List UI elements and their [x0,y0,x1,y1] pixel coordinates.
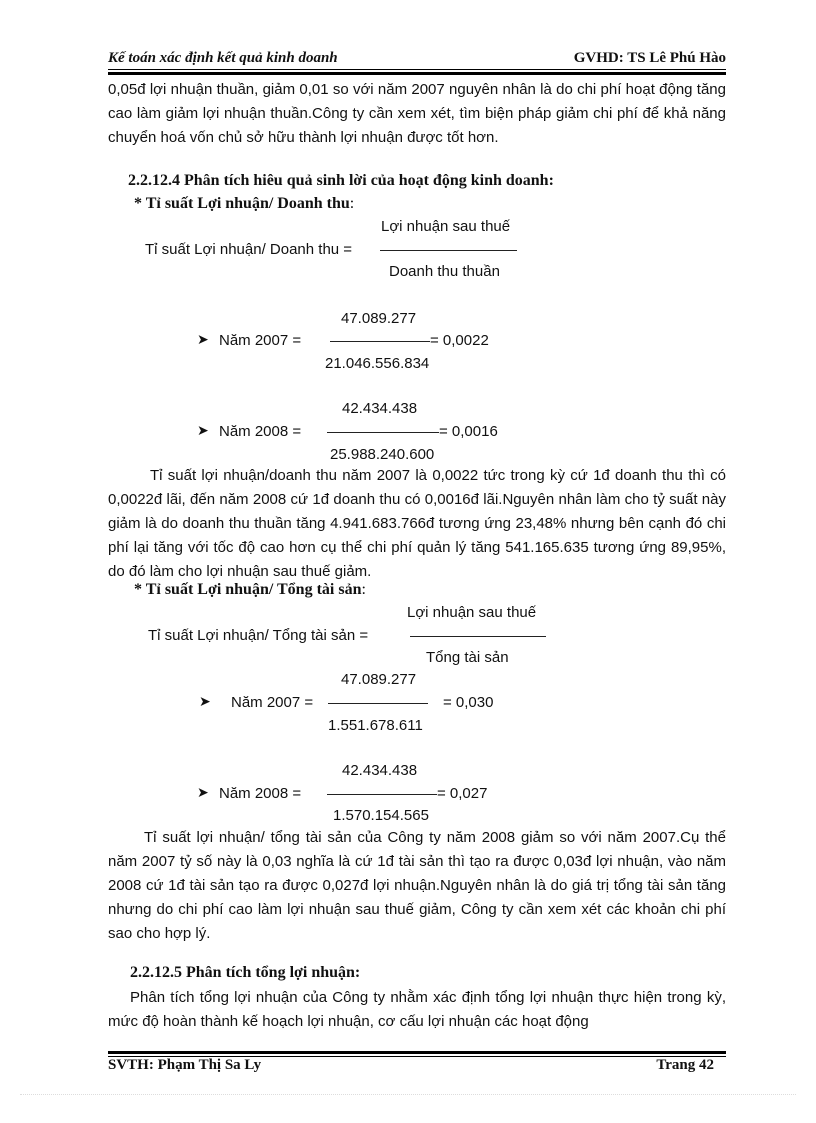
arrowhead-bullet-icon: ➤ [199,693,211,709]
formula-2-label: Tỉ suất Lợi nhuận/ Tổng tài sản = [148,627,369,644]
page-header [108,50,726,70]
formula-2-denominator: Tổng tài sản [426,649,509,666]
y2008-ratio1-label: Năm 2008 = [219,423,302,440]
header-title: Kế toán xác định kết quả kinh doanh [108,50,338,66]
footer-student: SVTH: Phạm Thị Sa Ly [108,1057,262,1073]
formula-2-fraction-bar [410,636,546,637]
y2008-ratio2-denominator: 1.570.154.565 [333,807,429,824]
header-rule-thin [108,69,726,70]
formula-2-numerator: Lợi nhuận sau thuế [407,604,537,621]
arrowhead-bullet-icon: ➤ [197,784,209,800]
y2007-ratio1-label: Năm 2007 = [219,332,302,349]
subheading-profit-revenue: * Tỉ suất Lợi nhuận/ Doanh thu: [134,195,355,212]
y2008-ratio1-numerator: 42.434.438 [342,400,418,417]
y2007-ratio2-denominator: 1.551.678.611 [328,717,423,734]
y2008-ratio1-denominator: 25.988.240.600 [330,446,435,463]
formula-1-fraction-bar [380,250,517,251]
formula-1-denominator: Doanh thu thuần [389,263,500,280]
header-rule-thick [108,72,726,75]
header-supervisor: GVHD: TS Lê Phú Hào [573,50,726,66]
analysis-profit-assets: Tỉ suất lợi nhuận/ tổng tài sản của Công ty năm 2008 giảm so với năm 2007.Cụ thể năm 2007 tỷ số này là 0,03 nghĩa là cứ 1đ tài sản thì tạo ra được 0,03đ lợi nhuận, vào năm 2008 cứ 1đ tài sản tạo ra được 0,027đ lợi nhuận.Nguyên nhân là do giá trị tổng tài sản tăng nhưng do chi phí cao làm lợi nhuận sau thuế giảm, Công ty cần xem xét các khoản chi phí sao cho hợp lý. [108,829,726,942]
y2008-ratio1-bar [327,432,439,433]
y2008-ratio2-numerator: 42.434.438 [342,762,418,779]
analysis-profit-revenue: Tỉ suất lợi nhuận/doanh thu năm 2007 là 0,0022 tức trong kỳ cứ 1đ doanh thu thì có 0,0022đ lãi, đến năm 2008 cứ 1đ doanh thu có 0,0016đ lãi.Nguyên nhân làm cho tỷ suất này giảm là do doanh thu thuần tăng 4.941.683.766đ tương ứng 23,48% nhưng bên cạnh đó chi phí lại tăng với tốc độ cao hơn cụ thể chi phí quản lý tăng 541.165.635 tương ứng 89,95%, do đó làm cho lợi nhuận sau thuế giảm. [108,467,726,580]
page-edge-divider [20,1094,796,1095]
y2007-ratio1-numerator: 47.089.277 [341,310,417,327]
footer-rule-thick [108,1051,726,1054]
y2008-ratio2-bar [327,794,437,795]
formula-1-numerator: Lợi nhuận sau thuế [381,218,511,235]
y2007-ratio2-bar [328,703,428,704]
arrowhead-bullet-icon: ➤ [197,331,209,347]
y2007-ratio2-label: Năm 2007 = [231,694,314,711]
y2008-ratio2-label: Năm 2008 = [219,785,302,802]
y2008-ratio1-result: = 0,0016 [439,423,498,440]
y2007-ratio1-denominator: 21.046.556.834 [325,355,430,372]
y2008-ratio2-result: = 0,027 [437,785,488,802]
y2007-ratio2-numerator: 47.089.277 [341,671,417,688]
section-heading-2-2-12-4: 2.2.12.4 Phân tích hiêu quả sinh lời của hoạt động kinh doanh: [128,172,554,189]
section-heading-2-2-12-5: 2.2.12.5 Phân tích tổng lợi nhuận: [130,964,361,981]
footer-page-number: Trang 42 [656,1057,714,1073]
y2007-ratio1-bar [330,341,430,342]
y2007-ratio1-result: = 0,0022 [430,332,489,349]
formula-1-label: Tỉ suất Lợi nhuận/ Doanh thu = [145,241,353,258]
page-footer [108,1057,726,1077]
arrowhead-bullet-icon: ➤ [197,422,209,438]
total-profit-paragraph: Phân tích tổng lợi nhuận của Công ty nhằm xác định tổng lợi nhuận thực hiện trong kỳ, mức độ hoàn thành kế hoạch lợi nhuận, cơ cấu lợi nhuận các hoạt động [108,989,726,1030]
subheading-profit-assets: * Tỉ suất Lợi nhuận/ Tổng tài sản: [134,581,366,598]
y2007-ratio2-result: = 0,030 [443,694,494,711]
intro-paragraph: 0,05đ lợi nhuận thuần, giảm 0,01 so với năm 2007 nguyên nhân là do chi phí hoạt động tăng cao làm giảm lợi nhuận thuần.Công ty cần xem xét, tìm biện pháp giảm chi phí để khả năng chuyển hoá vốn chủ sở hữu thành lợi nhuận được tốt hơn. [108,81,726,146]
